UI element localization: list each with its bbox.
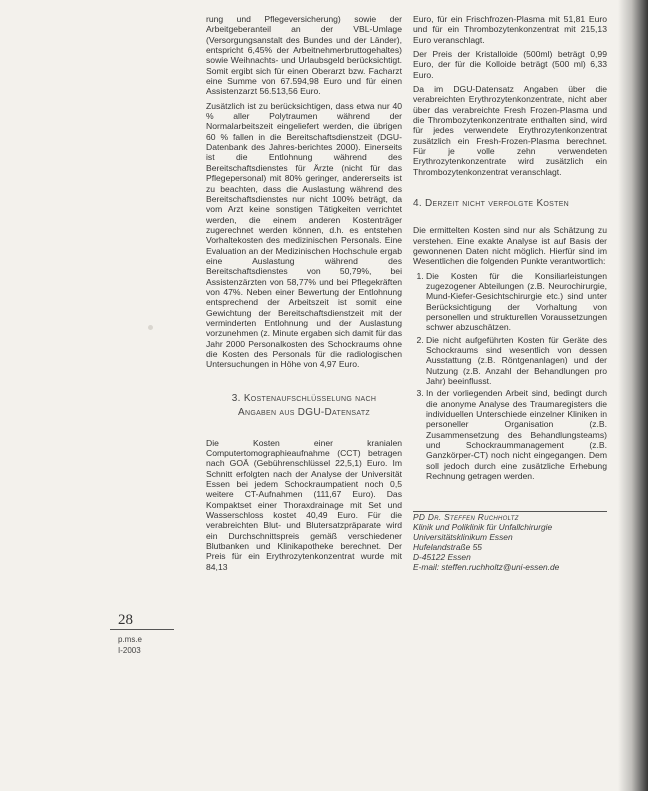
- author-affiliation: Klinik und Poliklinik für Unfallchirurgie: [413, 522, 553, 533]
- body-paragraph: Die ermittelten Kosten sind nur als Schätzung zu verstehen. Eine exakte Analyse ist auf Basis der gewonnenen Daten nicht möglich. Hierfür sind im Wesentlichen die folgenden Punkte verantwortlich:: [413, 225, 607, 267]
- right-column: [413, 14, 607, 572]
- list-item: 1. Die Kosten für die Konsiliarleistungen zugezogener Abteilungen (z.B. Neurochirurgie, Mund-Kiefer-Gesichtschirurgie etc.) sind unter Berücksichtigung der Vorhaltung von personellen und strukturellen Voraussetzungen schwer abzuschätzen.: [426, 271, 607, 333]
- author-institution: Universitätsklinikum Essen: [413, 532, 513, 543]
- body-paragraph: Da im DGU-Datensatz Angaben über die verabreichten Erythrozytenkonzentrate, nicht aber über das verabreichte Fresh Frozen-Plasma und die Thrombozytenkonzentrate enthalten sind, wird für jedes verwendete Erythrozytenkonzentrat zusätzlich ein Fresh-Frozen-Plasma berechnet. Für je volle zehn verwendeten Erythrozytenkonzentrate wird zusätzlich ein Thrombozytenkonzentrat veranschlagt.: [413, 84, 607, 177]
- list-item: 2. Die nicht aufgeführten Kosten für Geräte des Schockraums sind wesentlich von dessen Ausstattung (z.B. Röntgenanlagen) und der Nutzung (z.B. Anzahl der Behandlungen pro Jahr) beeinflusst.: [426, 335, 607, 387]
- author-city: D-45122 Essen: [413, 552, 471, 563]
- author-name: PD Dr. Steffen Ruchholtz: [413, 512, 519, 523]
- body-paragraph: rung und Pflegeversicherung) sowie der Arbeitgeberanteil an der VBL-Umlage (Versorgungsanstalt des Bundes und der Länder), entspricht 6,45% der Arbeitnehmerbruttogehaltes) sowie Weihnachts- und Urlaubsgeld berücksichtigt. Somit ergibt sich für einen Oberarzt bzw. Facharzt eine Summe von 67.594,98 Euro und für einen Assistenzarzt 56.513,56 Euro.: [206, 14, 402, 97]
- section-heading-3: [206, 392, 402, 420]
- author-street: Hufelandstraße 55: [413, 542, 482, 553]
- middle-column: [206, 14, 402, 576]
- numbered-list: [413, 271, 607, 482]
- section-heading-line: 3. Kostenaufschlüsselung nach: [231, 392, 377, 404]
- section-heading-4: 4. Derzeit nicht verfolgte Kosten: [413, 198, 570, 210]
- punch-mark: [148, 325, 153, 330]
- binding-shadow: [618, 0, 648, 791]
- body-paragraph: Die Kosten einer kranialen Computertomographieaufnahme (CCT) betragen nach GOÄ (Gebührenschlüssel 22,5,1) Euro. Im Schnitt erfolgten nach der Analyse der Universität Essen bei jedem Schockraumpatient noch 0,5 weitere CT-Aufnahmen (111,67 Euro). Das Kompaktset einer Thoraxdrainage mit Set und Wasserschloss kostet 40,49 Euro. Für die verabreichten Blut- und Blutersatzpräparate wird ein Durchschnittspreis gemäß verschiedener Blutbanken und Klinikapotheke berechnet. Der Preis für ein Erythrozytenkonzentrat wurde mit 84,13: [206, 437, 402, 572]
- body-paragraph: Zusätzlich ist zu berücksichtigen, dass etwa nur 40 % aller Polytraumen während der Normalarbeitszeit eingeliefert werden, die übrigen 60 % fallen in die Bereitschaftsdienstzeit (DGU-Datenbank des Jahres-berichtes 2000). Einerseits ist die Entlohnung während des Bereitschaftsdienstes für Ärzte (nicht für das Pflegepersonal) mit 80% geringer, andererseits ist zu beachten, dass die Auslastung während des Bereitschaftsdienstes nur nicht 100% beträgt, da vom Arzt keine sonstigen Tätigkeiten verrichtet werden, die einem anderen Kostenträger zugerechnet werden können, d.h. es entstehen Vorhaltekosten des medizinischen Personals. Eine Evaluation an der Medizinischen Hochschule ergab eine Auslastung während des Bereitschaftsdienstes von 50,79%, bei Assistenzärzten von 58,77% und bei Pflegekräften von 47%. Neben einer Bewertung der Entlohnung entsprechend der Arbeitszeit ist somit eine Gewichtung der Bereitschaftsdienstzeit mit der verminderten Entlohnung und der Auslastung vorzunehmen (z. Minute ergaben sich damit für das Jahr 2000 Personalkosten des Schockraums ohne die Kosten des Personals für die radiologischen Untersuchungen in Höhe von 4,97 Euro.: [206, 100, 402, 370]
- body-paragraph: Der Preis der Kristalloide (500ml) beträgt 0,99 Euro, der für die Kolloide beträgt (500 ml) 6,33 Euro.: [413, 49, 607, 80]
- page-number: 28: [118, 612, 133, 628]
- journal-name: p.ms.e: [118, 635, 143, 644]
- footer-rule: [110, 629, 174, 630]
- list-item: 3. In der vorliegenden Arbeit sind, bedingt durch die anonyme Analyse des Traumaregisters die individuellen Unterschiede einzelner Kliniken in personeller Organisation (z.B. Zusammensetzung des Behandlungsteams) und Schockraummanagement (z.B. Ganzkörper-CT) noch nicht eingegangen. Dem soll jedoch durch eine zusätzliche Erhebung Rechnung getragen werden.: [426, 388, 607, 481]
- body-paragraph: Euro, für ein Frischfrozen-Plasma mit 51,81 Euro und für ein Thrombozytenkonzentrat mit 215,13 Euro veranschlagt.: [413, 14, 607, 45]
- author-signature: [413, 511, 607, 572]
- section-heading-line: Angaben aus DGU-Datensatz: [238, 406, 370, 418]
- journal-info: [118, 634, 142, 656]
- author-email: E-mail: steffen.ruchholtz@uni-essen.de: [413, 562, 560, 573]
- journal-issue: I-2003: [118, 646, 141, 655]
